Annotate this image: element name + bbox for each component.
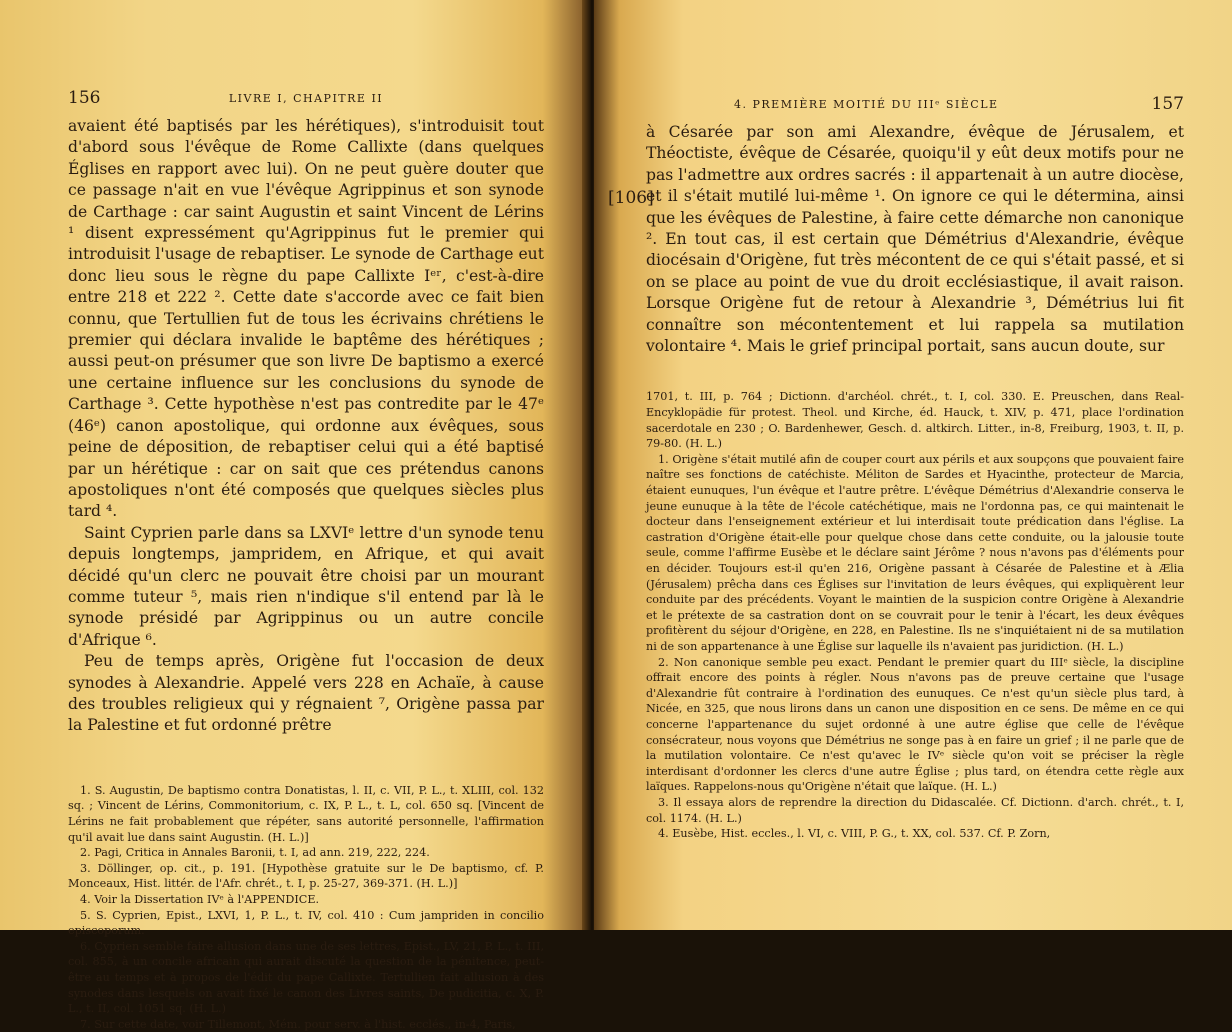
body-text [646, 122, 1184, 357]
footnote: 7. Sur cette date, voir Tillemont, Mém. pour serv. à l'hist. ecclés., in-4, Paris, [80, 1017, 516, 1031]
body-text [68, 116, 544, 737]
page-number: 157 [1151, 94, 1184, 114]
footnote: 5. S. Cyprien, Epist., LXVI, 1, P. L., t. IV, col. 410 : Cum jampriden in concilio episcoporum. [68, 908, 544, 938]
footnote: 2. Pagi, Critica in Annales Baronii, t. I, ad ann. 219, 222, 224. [80, 846, 430, 860]
body-paragraph: à Césarée par son ami Alexandre, évêque de Jérusalem, et Théoctiste, évêque de Césarée, quoiqu'il y eût deux motifs pour ne pas l'admettre aux ordres sacrés : il appartenait à un autre diocèse, et il s'était mutilé lui-même ¹. On ignore ce qui le détermina, ainsi que les évêques de Palestine, à faire cette démarche non canonique ². En tout cas, il est certain que Démétrius d'Alexandrie, évêque diocésain d'Origène, fut très mécontent de ce qui s'était passé, et si on se place au point de vue du droit ecclésiastique, il avait raison. Lorsque Origène fut de retour à Alexandrie ³, Démétrius lui fit connaître son mécontentement et lui rappela sa mutilation volontaire ⁴. Mais le grief principal portait, sans aucun doute, sur [646, 123, 1184, 356]
footnotes [646, 389, 1184, 841]
footnote: 1. Origène s'était mutilé afin de couper court aux périls et aux soupçons que pouvaient faire naître ses fonctions de catéchiste. Méliton de Sardes et Hyacinthe, protecteur de Marcia, étaient eunuques, l'un évêque et l'autre prêtre. L'évêque Démétrius d'Alexandrie conserva le jeune eunuque à la tête de l'école catéchétique, mais ne l'ordonna pas, ce qui maintenait le docteur dans l'enseignement extérieur et lui interdisait toute prédication dans l'église. La castration d'Origène était-elle pour quelque chose dans cette conduite, ou la jalousie toute seule, comme l'affirme Eusèbe et le déclare saint Jérôme ? nous n'avons pas d'éléments pour en décider. Toujours est-il qu'en 216, Origène passant à Césarée de Palestine et à Ælia (Jérusalem) prêcha dans ces Églises sur l'invitation de leurs évêques, qui expliquèrent leur conduite par des précédents. Voyant le maintien de la suspicion contre Origène à Alexandrie et le prétexte de sa castration dont on se couvrait pour le tenir à l'écart, les deux évêques profitèrent du séjour d'Origène, en 228, en Palestine. Ils ne s'inquiétaient ni de sa mutilation ni de son appartenance à une Église sur laquelle ils n'avaient pas juridiction. (H. L.) [646, 452, 1184, 653]
footnote: 2. Non canonique semble peu exact. Pendant le premier quart du IIIᵉ siècle, la discipline offrait encore des points à régler. Nous n'avons pas de preuve certaine que l'usage d'Alexandrie fût contraire à l'ordination des eunuques. Ce n'est qu'un siècle plus tard, à Nicée, en 325, que nous lirons dans un canon une disposition en ce sens. De même en ce qui concerne l'appartenance du sujet ordonné à une autre église que celle de l'évêque consécrateur, nous voyons que Démétrius ne songe pas à en faire un grief ; il ne parle que de la mutilation volontaire. Ce n'est qu'avec le IVᵉ siècle qu'on voit se préciser la règle interdisant d'ordonner les clercs d'une autre Église ; plus tard, on étendra cette règle aux laïques. Rappelons-nous qu'Origène n'était que laïque. (H. L.) [646, 655, 1184, 794]
footnote: 1. S. Augustin, De baptismo contra Donatistas, l. II, c. VII, P. L., t. XLIII, col. 132 sq. ; Vincent de Lérins, Commonitorium, c. IX, P. L., t. L, col. 650 sq. [Vincent de Lérins ne fait probablement que répéter, sans autorité personnelle, l'affirmation qu'il avait lue dans saint Augustin. (H. L.)] [68, 783, 544, 844]
footnote: 4. Voir la Dissertation IVᵉ à l'APPENDICE. [80, 892, 320, 906]
margin-reference-number: [106] [608, 188, 654, 208]
footnote-continuation: 1701, t. III, p. 764 ; Dictionn. d'archéol. chrét., t. I, col. 330. E. Preuschen, dans Real-Encyklopädie für protest. Theol. und Kirche, éd. Hauck, t. XIV, p. 471, place l'ordination sacerdotale en 230 ; O. Bardenhewer, Gesch. d. altkirch. Litter., in-8, Freiburg, 1903, t. II, p. 79-80. (H. L.) [646, 390, 1184, 451]
running-head: LIVRE I, CHAPITRE II [228, 92, 384, 105]
body-paragraph: Peu de temps après, Origène fut l'occasion de deux synodes à Alexandrie. Appelé vers 228 en Achaïe, à cause des troubles religieux qui y régnaient ⁷, Origène passa par la Palestine et fut ordonné prêtre [68, 652, 544, 735]
body-paragraph: avaient été baptisés par les hérétiques), s'introduisit tout d'abord sous l'évêque de Rome Callixte (dans quelques Églises en rapport avec lui). On ne peut guère douter que ce passage n'ait en vue l'évêque Agrippinus et son synode de Carthage : car saint Augustin et saint Vincent de Lérins ¹ disent expressément qu'Agrippinus fut le premier qui introduisit l'usage de rebaptiser. Le synode de Carthage eut donc lieu sous le règne du pape Callixte Iᵉʳ, c'est-à-dire entre 218 et 222 ². Cette date s'accorde avec ce fait bien connu, que Tertullien fut de tous les écrivains chrétiens le premier qui déclara invalide le baptême des hérétiques ; aussi peut-on présumer que son livre De baptismo a exercé une certaine influence sur les conclusions du synode de Carthage ³. Cette hypothèse n'est pas contredite par le 47ᵉ (46ᵉ) canon apostolique, qui ordonne aux évêques, sous peine de déposition, de rebaptiser celui qui a été baptisé par un hérétique : car on sait que ces prétendus canons apostoliques n'ont été composés que quelques siècles plus tard ⁴. [68, 117, 544, 521]
footnote: 3. Döllinger, op. cit., p. 191. [Hypothèse gratuite sur le De baptismo, cf. P. Monceaux, Hist. littér. de l'Afr. chrét., t. I, p. 25-27, 369-371. (H. L.)] [68, 861, 544, 891]
footnote: 3. Il essaya alors de reprendre la direction du Didascalée. Cf. Dictionn. d'arch. chrét., t. I, col. 1174. (H. L.) [646, 795, 1184, 825]
left-page [0, 0, 590, 1031]
page-number: 156 [68, 88, 101, 108]
footnotes [68, 783, 544, 1032]
footnote: 6. Cyprien semble faire allusion dans une de ses lettres, Epist., LV, 21, P. L., t. III, col. 855, à un concile africain qui aurait discuté la question de la pénitence, peut-être au temps et à propos de l'édit du pape Callixte. Tertullien fait allusion à des synodes dans lesquels on avait fixé le canon des Livres saints, De pudicitia, c. X, P. L., t. II, col. 1051 sq. (H. L.) [68, 939, 544, 1016]
right-page [594, 0, 1232, 930]
left-page-header [68, 88, 544, 116]
right-page-header [646, 94, 1184, 122]
footnote: 4. Eusèbe, Hist. eccles., l. VI, c. VIII, P. G., t. XX, col. 537. Cf. P. Zorn, [658, 827, 1051, 841]
body-paragraph: Saint Cyprien parle dans sa LXVIᵉ lettre d'un synode tenu depuis longtemps, jampridem, en Afrique, et qui avait décidé qu'un clerc ne pouvait être choisi par un mourant comme tuteur ⁵, mais rien n'indique s'il entend par là le synode présidé par Agrippinus ou un autre concile d'Afrique ⁶. [68, 523, 544, 649]
running-head: 4. PREMIÈRE MOITIÉ DU IIIᵉ SIÈCLE [734, 98, 999, 111]
